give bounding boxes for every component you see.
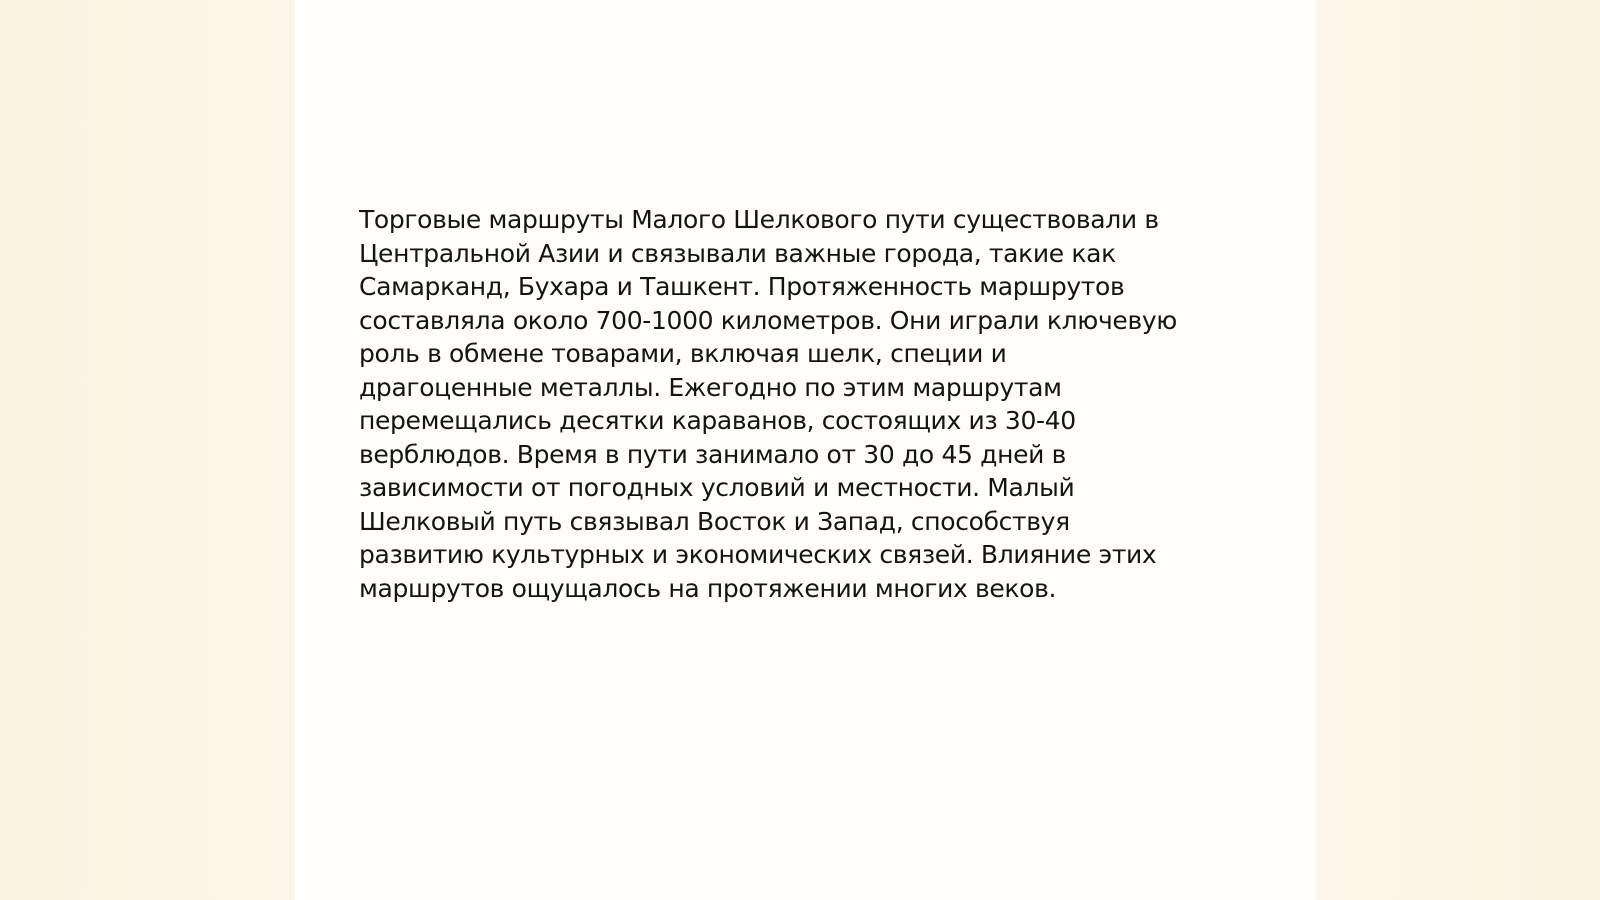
left-margin [0,0,295,900]
paragraph-line: верблюдов. Время в пути занимало от 30 до 45 дней в [359,439,1067,469]
right-margin [1316,0,1600,900]
paragraph-line: зависимости от погодных условий и местности. Малый [359,473,1075,502]
paragraph-line: маршрутов ощущалось на протяжении многих веков. [359,573,1057,603]
paragraph-line: Самарканд, Бухара и Ташкент. Протяженность маршрутов [359,272,1125,301]
body-paragraph [359,203,1239,605]
paragraph-line: Шелковый путь связывал Восток и Запад, способствуя [359,506,1070,536]
paragraph-line: составляла около 700-1000 километров. Они играли ключевую [359,305,1177,335]
paragraph-line: Центральной Азии и связывали важные города, такие как [359,238,1116,268]
paragraph-line: перемещались десятки караванов, состоящих из 30-40 [359,406,1076,435]
paragraph-line: Торговые маршруты Малого Шелкового пути существовали в [359,205,1159,234]
paragraph-line: роль в обмене товарами, включая шелк, специи и [359,339,1007,368]
paragraph-line: развитию культурных и экономических связей. Влияние этих [359,540,1157,569]
paragraph-line: драгоценные металлы. Ежегодно по этим маршрутам [359,372,1062,402]
